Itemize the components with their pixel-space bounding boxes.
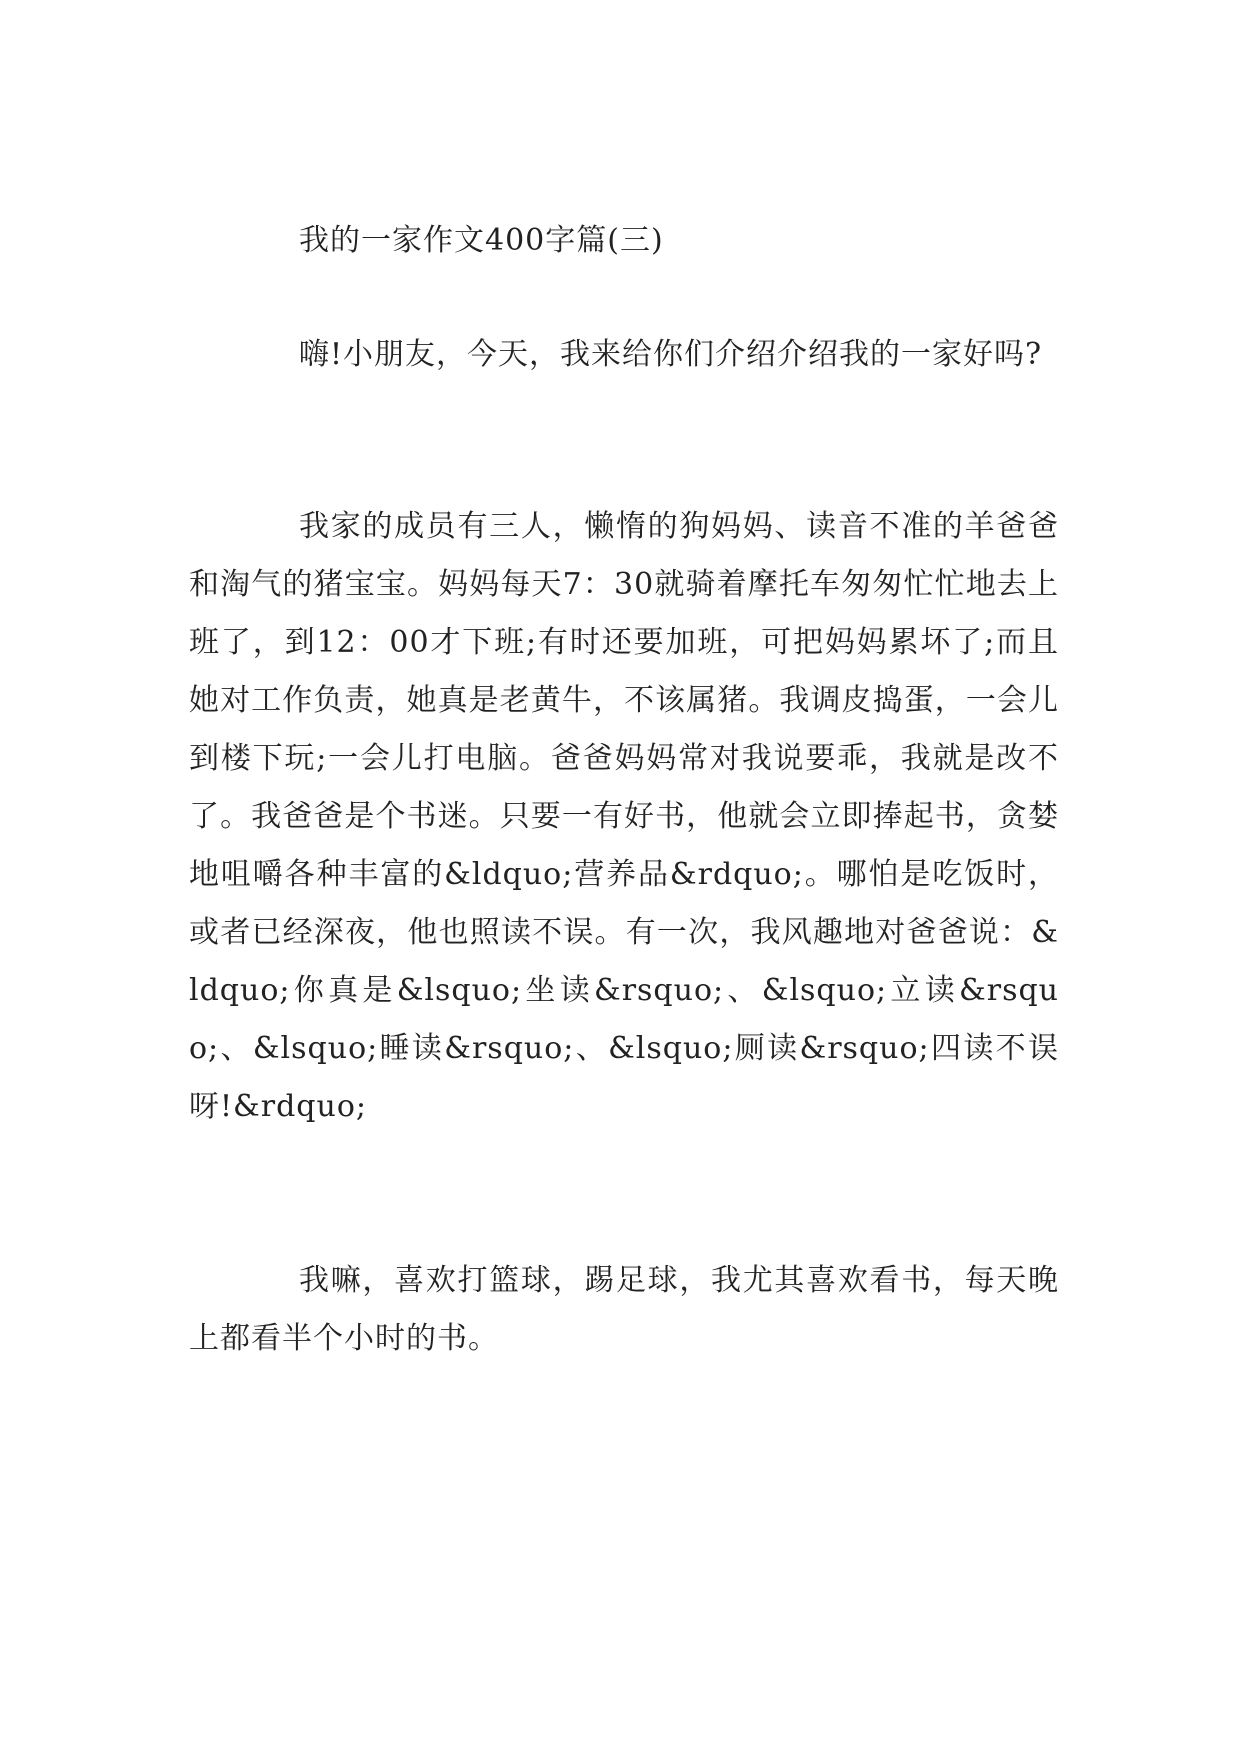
document-title: 我的一家作文400字篇(三) (299, 223, 664, 258)
paragraph-family-members: 我家的成员有三人，懒惰的狗妈妈、读音不准的羊爸爸和淘气的猪宝宝。妈妈每天7：30就骑着摩托车匆匆忙忙地去上班了，到12：00才下班;有时还要加班，可把妈妈累坏了;而且她对工作负责，她真是老黄牛，不该属猪。我调皮捣蛋，一会儿到楼下玩;一会儿打电脑。爸爸妈妈常对我说要乖，我就是改不了。我爸爸是个书迷。只要一有好书，他就会立即捧起书，贪婪地咀嚼各种丰富的&ldquo;营养品&rdquo;。哪怕是吃饭时，或者已经深夜，他也照读不误。有一次，我风趣地对爸爸说：&ldquo;你真是&lsquo;坐读&rsquo;、&lsquo;立读&rsquo;、&lsquo;睡读&rsquo;、&lsquo;厕读&rsquo;四读不误呀!&rdquo; (189, 509, 1059, 1124)
paragraph-hobbies: 我嘛，喜欢打篮球，踢足球，我尤其喜欢看书，每天晚上都看半个小时的书。 (189, 1263, 1059, 1356)
document-body (189, 212, 1059, 1368)
paragraph-greeting: 嗨!小朋友，今天，我来给你们介绍介绍我的一家好吗? (299, 337, 1043, 372)
